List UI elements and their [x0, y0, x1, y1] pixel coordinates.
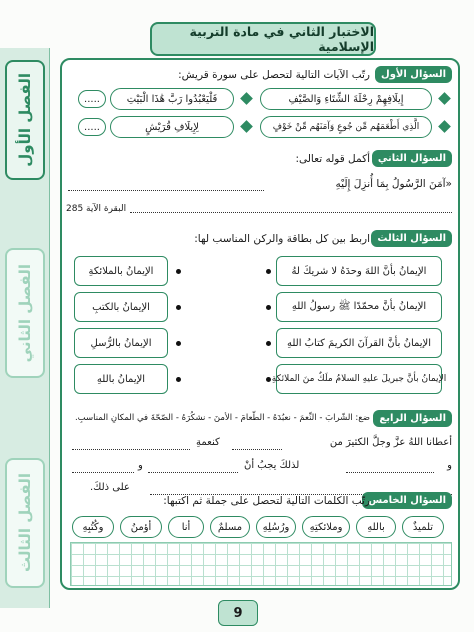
- q3-right-card[interactable]: الإيمانُ بأنَّ جبريلَ عليهِ السلامُ ملَكٌ منَ الملائكةِ: [276, 364, 442, 394]
- q4-blank[interactable]: [232, 449, 282, 450]
- q3-right-card[interactable]: الإيمانُ بأنَّ اللهَ وحدَهُ لا شريكَ لهُ: [276, 256, 442, 286]
- q3-connector-dot[interactable]: [176, 305, 181, 310]
- q4-blank[interactable]: [346, 472, 434, 473]
- q3-left-card[interactable]: الإيمانُ باللهِ: [74, 364, 168, 394]
- q3-connector-dot[interactable]: [176, 269, 181, 274]
- side-tab-chapter-1: الفصل الأول: [5, 60, 45, 180]
- q5-word-card[interactable]: ورُسُلِهِ: [256, 516, 296, 538]
- q3-connector-dot[interactable]: [266, 341, 271, 346]
- q3-connector-dot[interactable]: [266, 377, 271, 382]
- q3-connector-dot[interactable]: [266, 269, 271, 274]
- q3-right-card[interactable]: الإيمانُ بأنَّ القرآنَ الكريمَ كتابُ اللهِ: [276, 328, 442, 358]
- q1-verse-card: لِإِيلَافِ قُرَيْشٍ: [110, 116, 234, 138]
- q4-sentence-part: لذلكَ يجبُ أنْ: [244, 460, 300, 471]
- side-tab-chapter-3: الفصل الثالث: [5, 458, 45, 588]
- q5-word-card[interactable]: مسلمٌ: [210, 516, 250, 538]
- page-title: الاختبار الثاني في مادة التربية الإسلامية: [150, 22, 376, 56]
- q4-blank[interactable]: [148, 472, 238, 473]
- q2-verse-reference: البقرة الآية 285: [66, 204, 127, 214]
- q4-blank[interactable]: [72, 449, 190, 450]
- q2-label: السؤال الثاني: [372, 150, 452, 167]
- q1-order-blank[interactable]: .....: [78, 90, 106, 108]
- q5-answer-grid[interactable]: [70, 542, 452, 586]
- q1-verse-card: إِيلَافِهِمْ رِحْلَةَ الشِّتَاءِ وَالصَّيْفِ: [260, 88, 432, 110]
- q3-connector-dot[interactable]: [176, 341, 181, 346]
- q4-instruction: ضع: الشّرابَ - النِّعمَ - نعبُدَهُ - الطّعامَ - الأمنَ - نشكُرَهُ - الصّحّةَ في المكانِ المناسبِ.: [74, 413, 370, 423]
- q4-sentence-part: و: [447, 460, 452, 471]
- q2-answer-line[interactable]: [68, 190, 264, 191]
- q3-right-card[interactable]: الإيمانُ بأنَّ محمّدًا ﷺ رسولُ اللهِ: [276, 292, 442, 322]
- q1-instruction: رتّب الآيات التالية لتحصل على سورة قريش:: [178, 69, 370, 81]
- q5-word-card[interactable]: باللهِ: [356, 516, 396, 538]
- q1-order-blank[interactable]: .....: [78, 118, 106, 136]
- q4-blank[interactable]: [72, 472, 134, 473]
- q3-connector-dot[interactable]: [176, 377, 181, 382]
- q3-left-card[interactable]: الإيمانُ بالملائكةِ: [74, 256, 168, 286]
- q2-instruction: أكمل قوله تعالى:: [295, 153, 370, 165]
- q1-verse-card: فَلْيَعْبُدُوا رَبَّ هَٰذَا الْبَيْتِ: [110, 88, 234, 110]
- q4-sentence-part: على ذلكَ.: [90, 482, 130, 493]
- q4-label: السؤال الرابع: [373, 410, 452, 427]
- chapter-side-strip: [0, 48, 50, 608]
- q4-sentence-part: أعطانا اللهُ عزَّ وجلَّ الكثيرَ من: [329, 437, 452, 448]
- q5-word-card[interactable]: أؤمنُ: [120, 516, 162, 538]
- q5-instruction: رتّب الكلمات التالية لتحصل على جملة ثم اكتبها:: [163, 495, 370, 507]
- q1-verse-card: الَّذِي أَطْعَمَهُم مِّن جُوعٍ وَآمَنَهُم مِّنْ خَوْفٍ: [260, 116, 432, 138]
- q1-label: السؤال الأول: [375, 66, 452, 83]
- q3-left-card[interactable]: الإيمانُ بالرُّسلِ: [74, 328, 168, 358]
- q3-instruction: اربط بين كل بطاقة والركن المناسب لها:: [194, 233, 370, 245]
- q3-connector-dot[interactable]: [266, 305, 271, 310]
- q3-label: السؤال الثالث: [371, 230, 452, 247]
- q2-answer-line[interactable]: [130, 212, 452, 213]
- q5-word-card[interactable]: تلميذٌ: [402, 516, 444, 538]
- q5-word-card[interactable]: وملائكتِهِ: [302, 516, 350, 538]
- q4-sentence-part: و: [138, 460, 143, 471]
- q2-verse-start: «آمَنَ الرَّسُولُ بِمَا أُنزِلَ إِلَيْهِ: [335, 178, 452, 190]
- q5-word-card[interactable]: وكُتُبِهِ: [72, 516, 114, 538]
- q4-sentence-part: كنعمةِ: [196, 437, 220, 448]
- page-number: 9: [218, 600, 258, 626]
- q3-left-card[interactable]: الإيمانُ بالكتبِ: [74, 292, 168, 322]
- q5-word-card[interactable]: أنا: [168, 516, 204, 538]
- q5-label: السؤال الخامس: [362, 492, 452, 509]
- side-tab-chapter-2: الفصل الثاني: [5, 248, 45, 378]
